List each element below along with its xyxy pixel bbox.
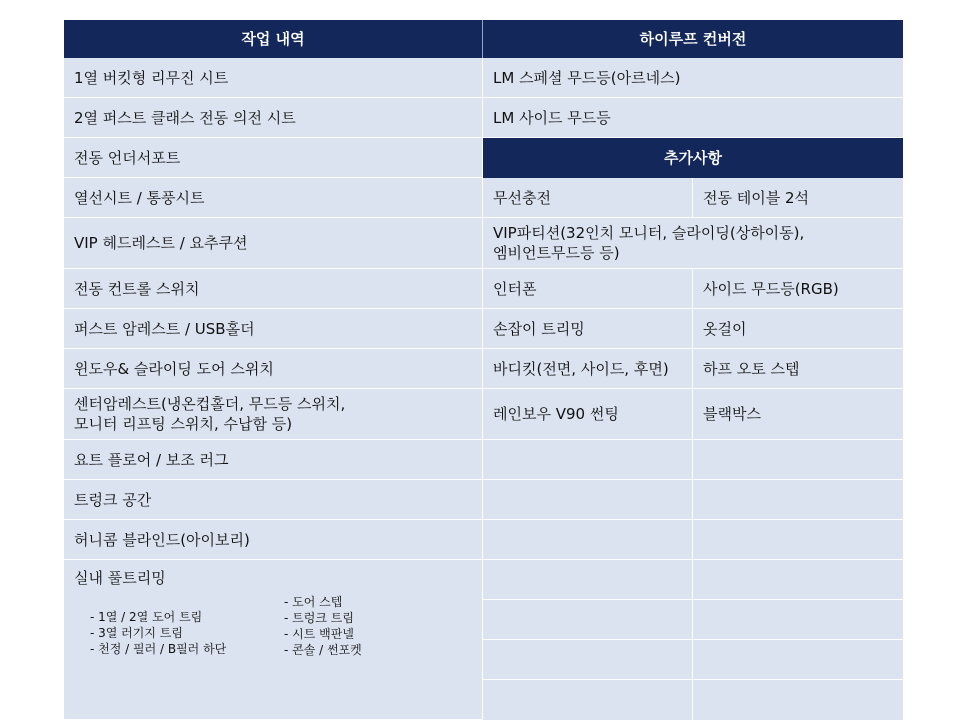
- extra-item: 전동 테이블 2석: [693, 178, 903, 218]
- interior-trimming-title: 실내 풀트리밍: [74, 569, 166, 587]
- extra-item: 인터폰: [483, 269, 693, 309]
- extra-item: 레인보우 V90 썬팅: [483, 389, 693, 440]
- conversion-item: LM 스페셜 무드등(아르네스): [483, 58, 903, 98]
- work-item: 열선시트 / 통풍시트: [64, 178, 483, 218]
- list-item: - 트렁크 트림: [284, 611, 354, 625]
- list-item: - 시트 백판넬: [284, 627, 354, 641]
- empty-cell: [483, 480, 693, 520]
- empty-cell: [693, 520, 903, 560]
- work-item: 트렁크 공간: [64, 480, 483, 520]
- empty-cell: [693, 640, 903, 680]
- empty-cell: [483, 560, 693, 600]
- empty-cell: [483, 520, 693, 560]
- empty-cell: [693, 440, 903, 480]
- list-item: - 1열 / 2열 도어 트림: [90, 610, 203, 624]
- extra-item: 무선충전: [483, 178, 693, 218]
- extras-header: 추가사항: [483, 138, 903, 178]
- list-item: - 천정 / 필러 / B필러 하단: [90, 642, 227, 656]
- list-item: - 콘솔 / 썬포켓: [284, 643, 362, 657]
- extra-item: 블랙박스: [693, 389, 903, 440]
- work-item: 윈도우& 슬라이딩 도어 스위치: [64, 349, 483, 389]
- list-item: - 3열 러기지 트림: [90, 626, 183, 640]
- interior-list-col-a: [90, 609, 226, 657]
- empty-cell: [693, 600, 903, 640]
- empty-cell: [483, 600, 693, 640]
- empty-cell: [693, 480, 903, 520]
- empty-cell: [483, 640, 693, 680]
- extra-item: 바디킷(전면, 사이드, 후면): [483, 349, 693, 389]
- work-item: 허니콤 블라인드(아이보리): [64, 520, 483, 560]
- interior-list-col-b: [284, 594, 362, 658]
- work-item: 전동 언더서포트: [64, 138, 483, 178]
- extra-item: 사이드 무드등(RGB): [693, 269, 903, 309]
- empty-cell: [693, 680, 903, 720]
- conversion-header: 하이루프 컨버전: [483, 20, 903, 58]
- work-item: 1열 버킷형 리무진 시트: [64, 58, 483, 98]
- work-item: VIP 헤드레스트 / 요추쿠션: [64, 218, 483, 269]
- empty-cell: [483, 440, 693, 480]
- extra-item: 하프 오토 스텝: [693, 349, 903, 389]
- work-table: [64, 20, 903, 676]
- extra-item: 옷걸이: [693, 309, 903, 349]
- work-item: 2열 퍼스트 클래스 전동 의전 시트: [64, 98, 483, 138]
- extra-item: 손잡이 트리밍: [483, 309, 693, 349]
- work-item: 전동 컨트롤 스위치: [64, 269, 483, 309]
- empty-cell: [693, 560, 903, 600]
- extra-item-vip-partition: VIP파티션(32인치 모니터, 슬라이딩(상하이동), 엠비언트무드등 등): [483, 218, 903, 269]
- work-list-header: 작업 내역: [64, 20, 483, 58]
- work-item: 센터암레스트(냉온컵홀더, 무드등 스위치, 모니터 리프팅 스위치, 수납함 등): [64, 389, 483, 440]
- empty-cell: [483, 680, 693, 720]
- interior-trimming-block: [64, 560, 483, 720]
- conversion-item: LM 사이드 무드등: [483, 98, 903, 138]
- list-item: - 도어 스텝: [284, 595, 343, 609]
- work-item: 퍼스트 암레스트 / USB홀더: [64, 309, 483, 349]
- work-item: 요트 플로어 / 보조 러그: [64, 440, 483, 480]
